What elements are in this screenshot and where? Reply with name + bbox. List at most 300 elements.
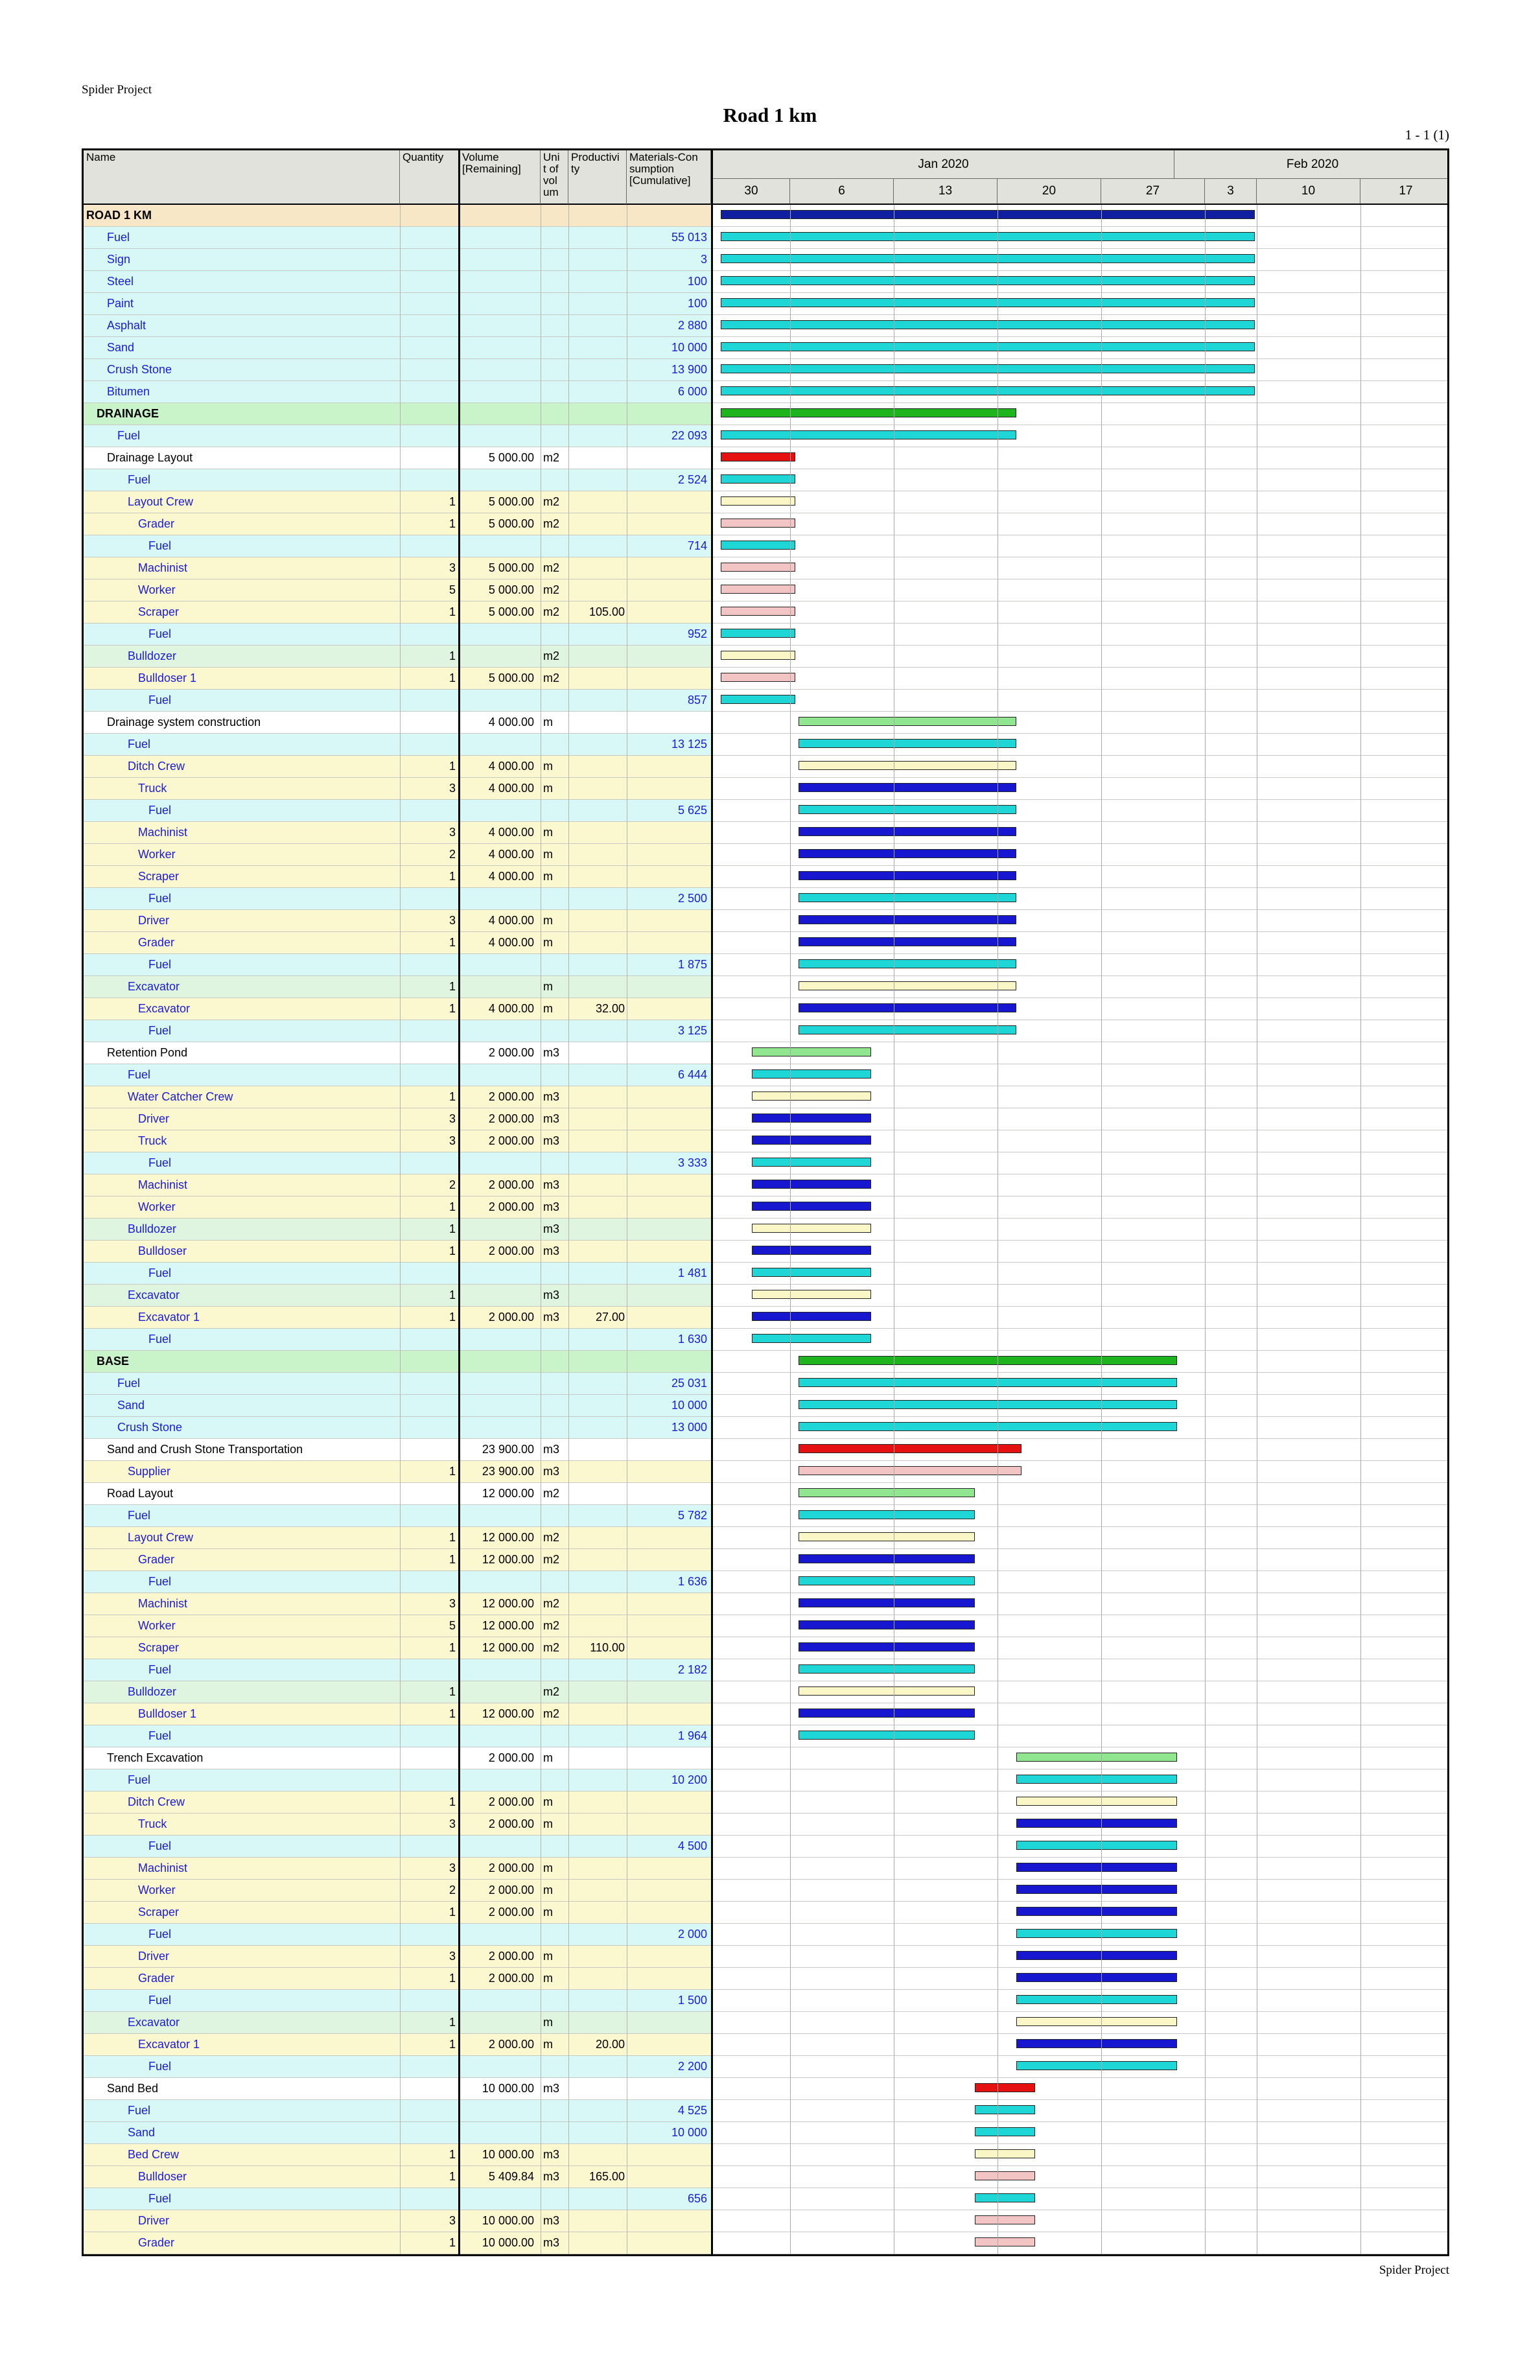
- tick-label: 3: [1205, 179, 1257, 204]
- gantt-bar[interactable]: [1016, 1951, 1177, 1960]
- materials-cell: [628, 513, 707, 535]
- table-row[interactable]: [84, 1703, 1447, 1725]
- productivity-cell: [570, 712, 625, 733]
- name-cell: Fuel: [117, 429, 141, 442]
- table-row[interactable]: [84, 668, 1447, 690]
- materials-cell: 2 200: [677, 2060, 707, 2073]
- table-row[interactable]: [84, 337, 1447, 359]
- volume-cell: 10 000.00: [482, 2148, 534, 2161]
- gantt-bar[interactable]: [752, 1136, 871, 1145]
- gantt-bar[interactable]: [975, 2105, 1035, 2114]
- table-row[interactable]: [84, 1241, 1447, 1263]
- table-row[interactable]: [84, 1196, 1447, 1219]
- productivity-cell: [570, 866, 625, 887]
- table-row[interactable]: [84, 227, 1447, 249]
- gantt-bar[interactable]: [752, 1069, 871, 1079]
- gantt-bar[interactable]: [1016, 2061, 1177, 2070]
- gantt-bar[interactable]: [799, 1488, 975, 1497]
- table-row[interactable]: [84, 1219, 1447, 1241]
- gantt-bar[interactable]: [721, 651, 795, 660]
- table-row[interactable]: [84, 910, 1447, 932]
- table-row[interactable]: [84, 690, 1447, 712]
- gantt-bar[interactable]: [799, 739, 1016, 748]
- col-header-volume[interactable]: Volume [Remaining]: [460, 150, 541, 205]
- table-row[interactable]: [84, 2056, 1447, 2078]
- volume-cell: [461, 315, 534, 336]
- table-row[interactable]: [84, 1042, 1447, 1064]
- table-row[interactable]: [84, 1902, 1447, 1924]
- table-row[interactable]: [84, 1064, 1447, 1086]
- volume-cell: 2 000.00: [488, 1134, 534, 1147]
- table-row[interactable]: [84, 822, 1447, 844]
- table-row[interactable]: [84, 2232, 1447, 2254]
- table-row[interactable]: [84, 381, 1447, 403]
- gantt-bar[interactable]: [721, 342, 1255, 351]
- table-row[interactable]: [84, 2012, 1447, 2034]
- quantity-cell: [401, 1725, 456, 1747]
- gantt-bar[interactable]: [975, 2149, 1035, 2158]
- table-row[interactable]: [84, 1615, 1447, 1637]
- volume-cell: [461, 1836, 534, 1857]
- table-row[interactable]: [84, 359, 1447, 381]
- gantt-bar[interactable]: [799, 717, 1016, 726]
- materials-cell: [628, 1130, 707, 1152]
- table-row[interactable]: [84, 271, 1447, 293]
- gantt-bar[interactable]: [799, 1356, 1177, 1365]
- table-row[interactable]: [84, 557, 1447, 579]
- materials-cell: [628, 778, 707, 799]
- materials-cell: [628, 1549, 707, 1570]
- gantt-bar[interactable]: [1016, 2017, 1177, 2026]
- gantt-bar[interactable]: [721, 452, 795, 461]
- gantt-bar[interactable]: [1016, 2039, 1177, 2048]
- materials-cell: [628, 932, 707, 953]
- gantt-bar[interactable]: [799, 805, 1016, 814]
- table-row[interactable]: [84, 756, 1447, 778]
- month-feb-2020: Feb 2020: [1174, 150, 1449, 179]
- gantt-bar[interactable]: [1016, 1973, 1177, 1982]
- gantt-bar[interactable]: [721, 695, 795, 704]
- quantity-cell: 1: [449, 1465, 456, 1478]
- table-row[interactable]: [84, 1769, 1447, 1791]
- volume-cell: [461, 1020, 534, 1042]
- table-row[interactable]: [84, 1527, 1447, 1549]
- table-row[interactable]: [84, 1108, 1447, 1130]
- productivity-cell: [570, 491, 625, 513]
- table-row[interactable]: [84, 249, 1447, 271]
- gantt-bar[interactable]: [752, 1091, 871, 1101]
- gantt-bar[interactable]: [799, 1400, 1177, 1409]
- productivity-cell: [570, 403, 625, 425]
- table-row[interactable]: [84, 1747, 1447, 1769]
- table-row[interactable]: [84, 1549, 1447, 1571]
- table-row[interactable]: [84, 1020, 1447, 1042]
- table-row[interactable]: [84, 1880, 1447, 1902]
- table-row[interactable]: [84, 866, 1447, 888]
- quantity-cell: 1: [449, 2016, 456, 2029]
- gantt-bar[interactable]: [721, 607, 795, 616]
- materials-cell: 1 875: [677, 958, 707, 971]
- unit-cell: m3: [543, 1311, 560, 1324]
- table-row[interactable]: [84, 976, 1447, 998]
- volume-cell: [461, 2012, 534, 2033]
- gantt-bar[interactable]: [752, 1180, 871, 1189]
- table-row[interactable]: [84, 447, 1447, 469]
- quantity-cell: 3: [449, 1861, 456, 1874]
- materials-cell: [628, 1681, 707, 1703]
- materials-cell: [628, 601, 707, 623]
- quantity-cell: 1: [449, 1553, 456, 1566]
- gantt-bar[interactable]: [752, 1047, 871, 1056]
- gantt-bar[interactable]: [1016, 1929, 1177, 1938]
- gantt-bar[interactable]: [721, 320, 1255, 329]
- volume-cell: [461, 1329, 534, 1350]
- gantt-bar[interactable]: [799, 1554, 975, 1563]
- column-divider: [400, 205, 401, 2254]
- materials-cell: [628, 668, 707, 689]
- volume-cell: [461, 1990, 534, 2011]
- gantt-bar[interactable]: [799, 827, 1016, 836]
- gantt-bar[interactable]: [799, 1620, 975, 1629]
- gantt-bar[interactable]: [721, 254, 1255, 263]
- table-row[interactable]: [84, 1725, 1447, 1747]
- table-row[interactable]: [84, 1329, 1447, 1351]
- materials-cell: [628, 1219, 707, 1240]
- quantity-cell: [401, 1351, 456, 1372]
- table-row[interactable]: [84, 1571, 1447, 1593]
- quantity-cell: 1: [449, 517, 456, 530]
- gantt-bar[interactable]: [799, 1422, 1177, 1431]
- volume-cell: [461, 1351, 534, 1372]
- table-row[interactable]: [84, 1263, 1447, 1285]
- name-cell: Fuel: [128, 738, 151, 751]
- unit-cell: m: [543, 1795, 553, 1808]
- table-row[interactable]: [84, 2100, 1447, 2122]
- quantity-cell: 3: [449, 1817, 456, 1830]
- table-row[interactable]: [84, 1659, 1447, 1681]
- gantt-bar[interactable]: [975, 2127, 1035, 2136]
- materials-cell: [628, 1747, 707, 1769]
- col-header-name[interactable]: Name: [84, 150, 400, 205]
- quantity-cell: [401, 1263, 456, 1284]
- table-row[interactable]: [84, 2034, 1447, 2056]
- gantt-bar[interactable]: [1016, 1863, 1177, 1872]
- unit-cell: [543, 1064, 570, 1086]
- gantt-bar[interactable]: [799, 1709, 975, 1718]
- gantt-bar[interactable]: [721, 210, 1255, 219]
- quantity-cell: 1: [449, 1795, 456, 1808]
- volume-cell: 4 000.00: [488, 760, 534, 773]
- table-row[interactable]: [84, 888, 1447, 910]
- table-row[interactable]: [84, 932, 1447, 954]
- name-cell: Bulldoser 1: [138, 1707, 197, 1720]
- name-cell: Excavator: [128, 2016, 180, 2029]
- unit-cell: m2: [543, 495, 560, 508]
- col-header-materials[interactable]: Materials-Con sumption [Cumulative]: [627, 150, 711, 205]
- table-row[interactable]: [84, 1086, 1447, 1108]
- table-row[interactable]: [84, 1593, 1447, 1615]
- materials-cell: [628, 646, 707, 667]
- table-row[interactable]: [84, 1439, 1447, 1461]
- gantt-bar[interactable]: [752, 1268, 871, 1277]
- col-header-unit[interactable]: Uni t of vol um: [541, 150, 568, 205]
- unit-cell: [543, 535, 570, 557]
- table-row[interactable]: [84, 1285, 1447, 1307]
- volume-cell: 12 000.00: [482, 1707, 534, 1720]
- gantt-bar[interactable]: [752, 1312, 871, 1321]
- productivity-cell: [570, 624, 625, 645]
- table-row[interactable]: [84, 469, 1447, 491]
- materials-cell: 3: [700, 253, 707, 266]
- materials-cell: [628, 2232, 707, 2254]
- volume-cell: 2 000.00: [488, 1178, 534, 1191]
- name-cell: Grader: [138, 2236, 175, 2249]
- unit-cell: m: [543, 936, 553, 949]
- quantity-cell: 1: [449, 605, 456, 618]
- gantt-bar[interactable]: [721, 629, 795, 638]
- table-row[interactable]: [84, 1968, 1447, 1990]
- gantt-bar[interactable]: [1016, 1995, 1177, 2004]
- table-row[interactable]: [84, 1461, 1447, 1483]
- gantt-bar[interactable]: [752, 1290, 871, 1299]
- gantt-bar[interactable]: [975, 2193, 1035, 2202]
- productivity-cell: [570, 2122, 625, 2143]
- table-row[interactable]: [84, 1858, 1447, 1880]
- table-row[interactable]: [84, 535, 1447, 557]
- gantt-bar[interactable]: [799, 1686, 975, 1696]
- gantt-bar[interactable]: [752, 1246, 871, 1255]
- unit-cell: m2: [543, 671, 560, 684]
- name-cell: Fuel: [148, 539, 172, 552]
- gantt-bar[interactable]: [799, 783, 1016, 792]
- table-row[interactable]: [84, 2188, 1447, 2210]
- productivity-cell: [570, 293, 625, 314]
- gantt-bar[interactable]: [1016, 1797, 1177, 1806]
- gantt-bar[interactable]: [721, 474, 795, 484]
- productivity-cell: [570, 668, 625, 689]
- productivity-cell: [570, 1351, 625, 1372]
- gantt-bar[interactable]: [799, 761, 1016, 770]
- table-row[interactable]: [84, 1417, 1447, 1439]
- table-row[interactable]: [84, 1130, 1447, 1152]
- gantt-bar[interactable]: [1016, 1819, 1177, 1828]
- gantt-bar[interactable]: [752, 1334, 871, 1343]
- table-row[interactable]: [84, 1152, 1447, 1174]
- table-row[interactable]: [84, 998, 1447, 1020]
- table-row[interactable]: [84, 778, 1447, 800]
- volume-cell: 4 000.00: [488, 870, 534, 883]
- name-cell: Sand: [107, 341, 135, 354]
- gantt-bar[interactable]: [721, 408, 1016, 417]
- gantt-bar[interactable]: [721, 541, 795, 550]
- gantt-bar[interactable]: [721, 563, 795, 572]
- table-row[interactable]: [84, 293, 1447, 315]
- unit-cell: [543, 403, 570, 425]
- table-row[interactable]: [84, 954, 1447, 976]
- table-row[interactable]: [84, 579, 1447, 601]
- gantt-bar[interactable]: [752, 1224, 871, 1233]
- table-row[interactable]: [84, 425, 1447, 447]
- table-row[interactable]: [84, 1814, 1447, 1836]
- materials-cell: 5 625: [677, 804, 707, 817]
- table-row[interactable]: [84, 844, 1447, 866]
- name-cell: Fuel: [148, 694, 172, 706]
- productivity-cell: [570, 1814, 625, 1835]
- quantity-cell: 1: [449, 671, 456, 684]
- table-row[interactable]: [84, 624, 1447, 646]
- table-row[interactable]: [84, 1307, 1447, 1329]
- productivity-cell: [570, 1241, 625, 1262]
- productivity-cell: [570, 800, 625, 821]
- table-row[interactable]: [84, 1351, 1447, 1373]
- unit-cell: m: [543, 980, 553, 993]
- productivity-cell: [570, 910, 625, 931]
- gantt-bar[interactable]: [799, 981, 1016, 990]
- quantity-cell: 3: [449, 561, 456, 574]
- materials-cell: 1 964: [677, 1729, 707, 1742]
- unit-cell: [543, 2056, 570, 2077]
- gantt-bar[interactable]: [1016, 1841, 1177, 1850]
- gantt-bar[interactable]: [799, 871, 1016, 880]
- gantt-bar[interactable]: [975, 2083, 1035, 2092]
- gantt-bar[interactable]: [799, 1664, 975, 1674]
- col-header-quantity[interactable]: Quantity: [400, 150, 460, 205]
- table-row[interactable]: [84, 403, 1447, 425]
- gantt-bar[interactable]: [799, 1378, 1177, 1387]
- gantt-bar[interactable]: [975, 2237, 1035, 2246]
- table-row[interactable]: [84, 1174, 1447, 1196]
- table-row[interactable]: [84, 2122, 1447, 2144]
- name-cell: Worker: [138, 848, 176, 861]
- table-row[interactable]: [84, 513, 1447, 535]
- table-row[interactable]: [84, 315, 1447, 337]
- productivity-cell: [570, 1549, 625, 1570]
- volume-cell: 23 900.00: [482, 1465, 534, 1478]
- materials-cell: 10 000: [671, 2126, 707, 2139]
- table-row[interactable]: [84, 205, 1447, 227]
- gantt-bar[interactable]: [752, 1202, 871, 1211]
- productivity-cell: [570, 1880, 625, 1901]
- unit-cell: [543, 293, 570, 314]
- table-row[interactable]: [84, 646, 1447, 668]
- volume-cell: 5 000.00: [488, 671, 534, 684]
- gantt-bar[interactable]: [799, 1576, 975, 1585]
- gantt-bar[interactable]: [799, 893, 1016, 902]
- gantt-bar[interactable]: [1016, 1775, 1177, 1784]
- productivity-cell: [570, 1769, 625, 1791]
- gantt-bar[interactable]: [799, 1731, 975, 1740]
- table-row[interactable]: [84, 2078, 1447, 2100]
- table-row[interactable]: [84, 2210, 1447, 2232]
- table-row[interactable]: [84, 1990, 1447, 2012]
- gantt-bar[interactable]: [721, 519, 795, 528]
- quantity-cell: 1: [449, 1002, 456, 1015]
- table-row[interactable]: [84, 1681, 1447, 1703]
- gantt-bar[interactable]: [799, 937, 1016, 946]
- gantt-bar[interactable]: [1016, 1885, 1177, 1894]
- table-row[interactable]: [84, 800, 1447, 822]
- table-row[interactable]: [84, 601, 1447, 624]
- productivity-cell: [570, 2056, 625, 2077]
- gantt-bar[interactable]: [799, 1598, 975, 1607]
- gantt-bar[interactable]: [799, 1642, 975, 1651]
- quantity-cell: 1: [449, 1311, 456, 1324]
- materials-cell: [628, 1703, 707, 1725]
- table-row[interactable]: [84, 1505, 1447, 1527]
- gantt-bar[interactable]: [721, 276, 1255, 285]
- productivity-cell: [570, 315, 625, 336]
- name-cell: Driver: [138, 2214, 169, 2227]
- gantt-bar[interactable]: [721, 430, 1016, 439]
- unit-cell: m2: [543, 605, 560, 618]
- table-row[interactable]: [84, 2144, 1447, 2166]
- table-row[interactable]: [84, 1637, 1447, 1659]
- table-row[interactable]: [84, 1373, 1447, 1395]
- unit-cell: m3: [543, 1443, 560, 1456]
- table-row[interactable]: [84, 712, 1447, 734]
- table-row[interactable]: [84, 1924, 1447, 1946]
- table-row[interactable]: [84, 1946, 1447, 1968]
- gantt-bar[interactable]: [1016, 1753, 1177, 1762]
- gantt-bar[interactable]: [799, 1466, 1021, 1475]
- gantt-bar[interactable]: [799, 1444, 1021, 1453]
- gantt-bar[interactable]: [721, 673, 795, 682]
- gantt-bar[interactable]: [721, 496, 795, 506]
- table-row[interactable]: [84, 1791, 1447, 1814]
- gantt-bar[interactable]: [721, 364, 1255, 373]
- gantt-bar[interactable]: [799, 915, 1016, 924]
- gantt-bar[interactable]: [721, 585, 795, 594]
- productivity-cell: [570, 1527, 625, 1548]
- gantt-bar[interactable]: [799, 1025, 1016, 1034]
- gantt-bar[interactable]: [799, 849, 1016, 858]
- gantt-bar[interactable]: [721, 298, 1255, 307]
- gantt-bar[interactable]: [1016, 1907, 1177, 1916]
- gantt-bar[interactable]: [721, 386, 1255, 395]
- gantt-bar[interactable]: [752, 1114, 871, 1123]
- table-row[interactable]: [84, 491, 1447, 513]
- gantt-bar[interactable]: [721, 232, 1255, 241]
- materials-cell: 25 031: [671, 1377, 707, 1390]
- col-header-productivity[interactable]: Productivi ty: [568, 150, 627, 205]
- gantt-bar[interactable]: [799, 959, 1016, 968]
- unit-cell: [543, 359, 570, 380]
- gantt-bar[interactable]: [799, 1510, 975, 1519]
- quantity-cell: 1: [449, 2148, 456, 2161]
- volume-cell: [461, 1373, 534, 1394]
- productivity-cell: 32.00: [595, 1002, 625, 1015]
- table-row[interactable]: [84, 1483, 1447, 1505]
- quantity-cell: [401, 227, 456, 248]
- materials-cell: [628, 1946, 707, 1967]
- unit-cell: [543, 1395, 570, 1416]
- table-row[interactable]: [84, 1395, 1447, 1417]
- table-row[interactable]: [84, 1836, 1447, 1858]
- gantt-bar[interactable]: [975, 2171, 1035, 2180]
- gantt-bar[interactable]: [975, 2215, 1035, 2224]
- gantt-bar[interactable]: [799, 1532, 975, 1541]
- volume-cell: 12 000.00: [482, 1487, 534, 1500]
- table-row[interactable]: [84, 2166, 1447, 2188]
- volume-cell: [461, 293, 534, 314]
- productivity-cell: [570, 359, 625, 380]
- quantity-cell: [401, 1924, 456, 1945]
- volume-cell: [461, 359, 534, 380]
- gantt-bar[interactable]: [752, 1158, 871, 1167]
- table-row[interactable]: [84, 734, 1447, 756]
- gantt-bar[interactable]: [799, 1003, 1016, 1012]
- volume-cell: [461, 381, 534, 402]
